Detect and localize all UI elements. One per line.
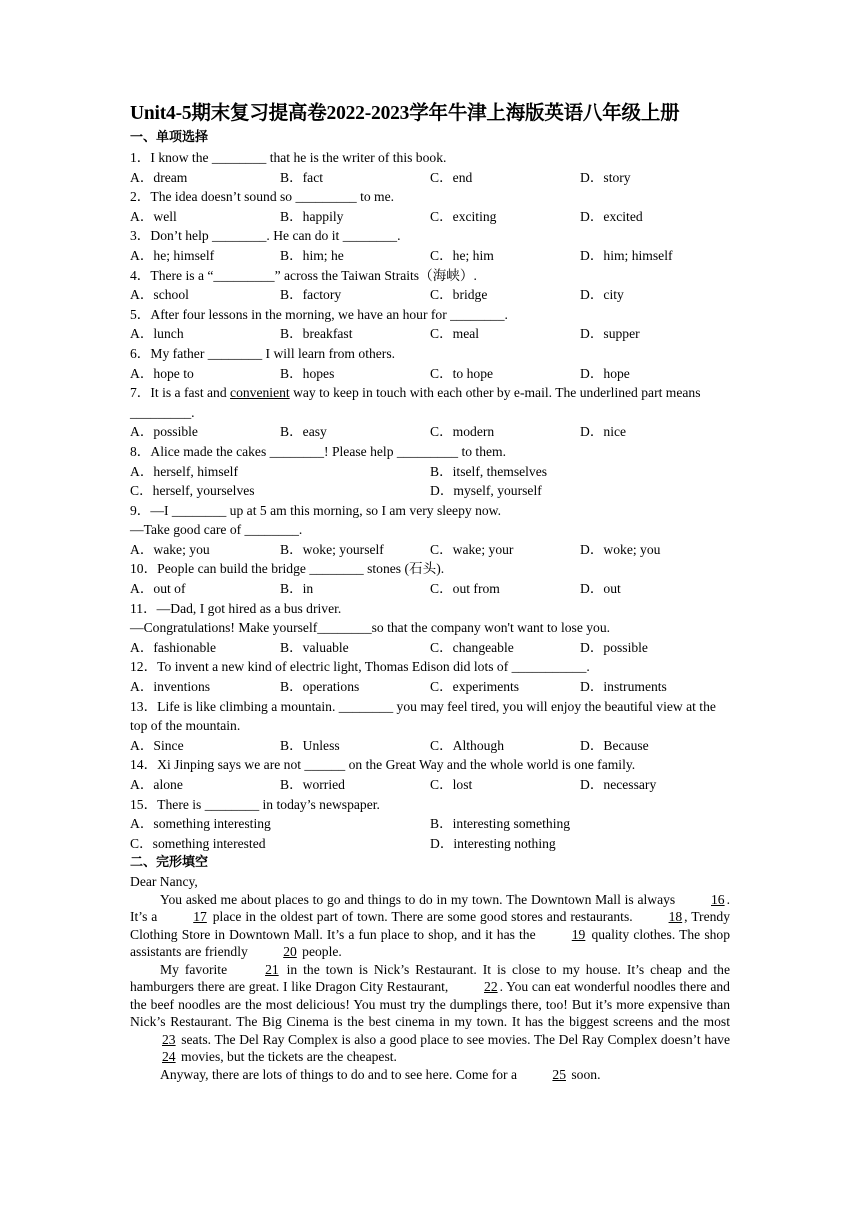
answer-option: B．fact (280, 169, 324, 185)
letter-text: seats. The Del Ray Complex is also a good place to see movies. The Del Ray Complex doesn’t have (177, 1031, 730, 1047)
document-page (130, 100, 730, 1083)
answer-option: A．school (130, 287, 189, 303)
option-row (130, 540, 730, 560)
letter-text: quality clothes. The shop assistants are friendly (130, 926, 731, 960)
question-stem-reply: —Congratulations! Make yourself________so that the company won't want to lose you. (130, 620, 611, 636)
option-row (130, 775, 730, 795)
answer-option: C．herself, yourselves (130, 483, 255, 499)
question (130, 442, 730, 501)
answer-option: A．something interesting (130, 816, 271, 832)
question (130, 305, 730, 344)
answer-option: A．Since (130, 737, 184, 753)
question (130, 266, 730, 305)
answer-option: C．out from (430, 581, 500, 597)
answer-option: D．myself, yourself (430, 483, 542, 499)
cloze-blank[interactable]: 21 (265, 961, 279, 977)
answer-option: B．operations (280, 679, 360, 695)
cloze-blank[interactable]: 25 (552, 1066, 566, 1082)
answer-option: A．hope to (130, 365, 194, 381)
option-row (130, 285, 730, 305)
answer-option: D．woke; you (580, 541, 661, 557)
option-row (130, 638, 730, 658)
question (130, 657, 730, 696)
answer-option: B．breakfast (280, 326, 353, 342)
answer-option: A．lunch (130, 326, 184, 342)
question-stem: 13．Life is like climbing a mountain. ________ you may feel tired, you will enjoy the beautiful view at the top of the mountain. (130, 698, 716, 734)
question (130, 697, 730, 756)
cloze-blank[interactable]: 24 (162, 1049, 176, 1065)
option-row (130, 579, 730, 599)
option-row (130, 168, 730, 188)
question (130, 187, 730, 226)
answer-option: C．modern (430, 424, 495, 440)
answer-option: A．inventions (130, 679, 211, 695)
option-row (130, 422, 730, 442)
answer-option: D．hope (580, 365, 630, 381)
answer-option: D．Because (580, 737, 649, 753)
letter-text: , Trendy Clothing Store in Downtown Mall. It’s a fun place to shop, and it has the (130, 909, 731, 942)
cloze-blank[interactable]: 19 (571, 926, 586, 942)
option-row (130, 364, 730, 384)
answer-option: C．to hope (430, 365, 494, 381)
answer-option: B．interesting something (430, 816, 571, 832)
question-stem: 6．My father ________ I will learn from others. (130, 345, 396, 361)
answer-option: C．experiments (430, 679, 520, 695)
answer-option: B．easy (280, 424, 327, 440)
cloze-letter (130, 873, 730, 1083)
answer-option: C．he; him (430, 247, 494, 263)
question-stem: 15．There is ________ in today’s newspaper. (130, 796, 380, 812)
answer-option: D．out (580, 581, 621, 597)
question (130, 148, 730, 187)
answer-option: B．worried (280, 777, 345, 792)
answer-option: A．he; himself (130, 247, 215, 263)
question (130, 755, 730, 794)
answer-option: A．possible (130, 424, 198, 440)
answer-option: B．hopes (280, 365, 335, 381)
option-row (130, 246, 730, 266)
question-stem-reply: —Take good care of ________. (130, 522, 303, 538)
answer-option: A．dream (130, 169, 188, 185)
question (130, 599, 730, 658)
letter-text: Anyway, there are lots of things to do and to see here. Come for a (160, 1066, 521, 1082)
question (130, 383, 730, 442)
option-row (130, 324, 730, 344)
option-row (130, 207, 730, 227)
answer-option: D．city (580, 287, 624, 303)
letter-greeting: Dear Nancy, (130, 874, 198, 890)
answer-option: A．well (130, 208, 177, 224)
section-heading-cloze: 二、完形填空 (130, 855, 209, 871)
answer-option: B．in (280, 581, 314, 597)
answer-option: B．woke; yourself (280, 541, 384, 557)
letter-paragraph (130, 961, 730, 1066)
answer-option: C．lost (430, 777, 473, 792)
question-stem: 9．—I ________ up at 5 am this morning, so I am very sleepy now. (130, 502, 502, 518)
answer-option: C．changeable (430, 639, 514, 655)
letter-text: . You can eat wonderful noodles there and the beef noodles are the most delicious! You must try the dumplings there, too! But it’s more expensive than Nick’s Restaurant. The Big Cinema is the best cinema in my town. It has the biggest screens and the most (130, 979, 730, 1030)
answer-option: D．supper (580, 326, 640, 342)
letter-text: people. (298, 944, 342, 960)
letter-text: . It’s a (130, 891, 730, 925)
cloze-blank[interactable]: 20 (283, 944, 297, 960)
question-stem: 12．To invent a new kind of electric light, Thomas Edison did lots of ___________. (130, 659, 590, 675)
question-stem: 8．Alice made the cakes ________! Please help _________ to them. (130, 443, 507, 459)
answer-option: C．end (430, 169, 473, 185)
cloze-blank[interactable]: 22 (484, 979, 498, 995)
letter-paragraph (130, 891, 730, 961)
answer-option: C．meal (430, 326, 480, 342)
answer-option: D．him; himself (580, 247, 673, 263)
answer-option: D．excited (580, 208, 643, 224)
question (130, 344, 730, 383)
option-row (130, 481, 730, 501)
answer-option: A．out of (130, 581, 186, 597)
letter-text: You asked me about places to go and things to do in my town. The Downtown Mall is always (160, 891, 679, 907)
cloze-blank[interactable]: 16 (711, 891, 725, 907)
question (130, 795, 730, 854)
answer-option: D．possible (580, 639, 648, 655)
cloze-blank[interactable]: 23 (162, 1031, 176, 1047)
letter-text: movies, but the tickets are the cheapest. (177, 1049, 397, 1065)
option-row (130, 677, 730, 697)
answer-option: B．him; he (280, 247, 344, 263)
question-stem: 3．Don’t help ________. He can do it ________. (130, 228, 401, 244)
answer-option: D．nice (580, 424, 627, 440)
answer-option: C．bridge (430, 287, 488, 303)
letter-paragraph (130, 1066, 730, 1084)
document-title: Unit4-5期末复习提高卷2022-2023学年牛津上海版英语八年级上册 (130, 103, 680, 124)
question-stem: 2．The idea doesn’t sound so _________ to me. (130, 189, 395, 205)
answer-option: B．itself, themselves (430, 463, 548, 479)
letter-text: in the town is Nick’s Restaurant. It is close to my house. It’s cheap and the hamburgers there are great. I like Dragon City Restaurant, (130, 961, 730, 995)
answer-option: B．factory (280, 287, 342, 303)
option-row (130, 462, 730, 482)
answer-option: C．something interested (130, 835, 266, 851)
answer-option: B．Unless (280, 737, 340, 753)
question-list (130, 148, 730, 853)
answer-option: C．wake; your (430, 541, 514, 557)
section-heading-multiple-choice: 一、单项选择 (130, 130, 209, 145)
answer-option: A．herself, himself (130, 463, 238, 479)
answer-option: C．exciting (430, 208, 497, 224)
option-row (130, 736, 730, 756)
question-stem: 10．People can build the bridge ________ stones (石头). (130, 561, 445, 577)
question-stem: 7．It is a fast and convenient way to keep in touch with each other by e-mail. The underlined part means _________. (130, 385, 701, 420)
question (130, 226, 730, 265)
answer-option: C．Although (430, 737, 505, 753)
question-stem: 1．I know the ________ that he is the writer of this book. (130, 150, 447, 165)
question-stem: 5．After four lessons in the morning, we have an hour for ________. (130, 306, 508, 322)
letter-text: soon. (567, 1066, 601, 1082)
question-stem: 4．There is a “_________” across the Taiwan Straits（海峡）. (130, 267, 477, 283)
answer-option: D．interesting nothing (430, 835, 556, 851)
question-stem: 14．Xi Jinping says we are not ______ on the Great Way and the whole world is one family. (130, 757, 636, 773)
letter-text: place in the oldest part of town. There are some good stores and restaurants. (208, 909, 637, 925)
cloze-blank[interactable]: 17 (193, 909, 207, 925)
answer-option: D．instruments (580, 679, 667, 695)
question (130, 559, 730, 598)
answer-option: A．wake; you (130, 541, 210, 557)
question (130, 501, 730, 560)
answer-option: A．fashionable (130, 639, 217, 655)
underlined-word: convenient (230, 385, 290, 401)
option-row (130, 834, 730, 854)
option-row (130, 814, 730, 834)
answer-option: A．alone (130, 777, 183, 792)
letter-text: My favorite (160, 961, 234, 977)
answer-option: B．valuable (280, 639, 349, 655)
answer-option: B．happily (280, 208, 344, 224)
question-stem: 11．—Dad, I got hired as a bus driver. (130, 600, 342, 616)
answer-option: D．necessary (580, 777, 657, 792)
cloze-blank[interactable]: 18 (668, 909, 683, 925)
answer-option: D．story (580, 169, 631, 185)
